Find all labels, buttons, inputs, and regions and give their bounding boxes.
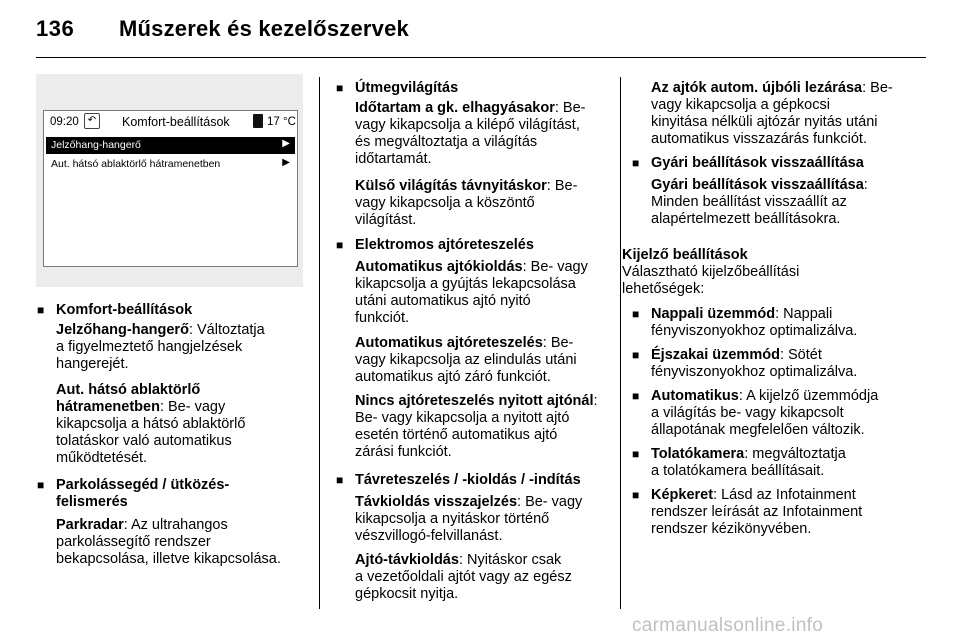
text-line: időtartamát. bbox=[355, 151, 432, 167]
paragraph-unlock-feedback bbox=[355, 494, 582, 545]
text-line: rendszer leírását az Infotainment bbox=[651, 504, 863, 520]
text-line: kikapcsolja a gyújtás lekapcsolása bbox=[355, 276, 576, 292]
screen-menu-item-label: Jelzőhang-hangerő bbox=[51, 139, 141, 151]
bullet-square-icon: ■ bbox=[632, 389, 640, 403]
column-divider-1 bbox=[319, 77, 320, 609]
text-line: : megváltoztatja bbox=[744, 446, 846, 462]
term: Tolatókamera bbox=[651, 446, 745, 462]
text-line: kikapcsolja a nyitáskor történő bbox=[355, 511, 550, 527]
text-line: automatikus ajtó záró funkciót. bbox=[355, 369, 551, 385]
section-heading: Távreteszelés / -kioldás / -indítás bbox=[355, 472, 581, 488]
text-line: : Lásd az Infotainment bbox=[713, 487, 856, 503]
text-line: esetén történő automatikus ajtó bbox=[355, 427, 558, 443]
watermark: carmanualsonline.info bbox=[632, 615, 824, 636]
paragraph-auto-relock bbox=[651, 80, 893, 148]
page-number: 136 bbox=[36, 16, 75, 41]
paragraph-automatic bbox=[651, 388, 878, 439]
paragraph-display-intro bbox=[622, 264, 799, 298]
text-line: : Változtatja bbox=[188, 322, 265, 338]
display-screenshot-figure bbox=[36, 74, 303, 287]
section-heading: Komfort-beállítások bbox=[56, 302, 193, 318]
paragraph-factory-reset bbox=[651, 177, 868, 228]
text-line: : Sötét bbox=[779, 347, 822, 363]
text-line: Minden beállítást visszaállít az bbox=[651, 194, 847, 210]
screen-title: Komfort-beállítások bbox=[122, 115, 230, 129]
bullet-square-icon: ■ bbox=[336, 81, 344, 95]
bullet-square-icon: ■ bbox=[632, 488, 640, 502]
term: Nincs ajtóreteszelés nyitott ajtónál bbox=[355, 393, 594, 409]
text-line: automatikus visszazárás funkciót. bbox=[651, 131, 867, 147]
section-heading: Elektromos ajtóreteszelés bbox=[355, 237, 534, 253]
term: Éjszakai üzemmód bbox=[651, 347, 780, 363]
text-line: hangerejét. bbox=[56, 356, 129, 372]
screen-clock: 09:20 bbox=[50, 116, 79, 128]
screen-menu-item-chime-volume bbox=[46, 137, 295, 154]
list-item-rear-camera bbox=[632, 446, 639, 463]
text-line: rendszer kézikönyvében. bbox=[651, 521, 812, 537]
term: Jelzőhang-hangerő bbox=[56, 322, 189, 338]
paragraph-picture-frame bbox=[651, 487, 862, 538]
term: Távkioldás visszajelzés bbox=[355, 494, 518, 510]
text-line: alapértelmezett beállításokra. bbox=[651, 211, 841, 227]
list-item-picture-frame bbox=[632, 487, 639, 504]
text-line: : Nyitáskor csak bbox=[458, 552, 562, 568]
text-line: a vezetőoldali ajtót vagy az egész bbox=[355, 569, 572, 585]
screen-status-bar bbox=[44, 111, 297, 133]
screen-menu-item-rear-wiper bbox=[46, 156, 295, 173]
text-line: funkciót. bbox=[355, 310, 409, 326]
term: hátramenetben bbox=[56, 399, 160, 415]
paragraph-rear-wiper bbox=[56, 382, 245, 467]
bullet-square-icon: ■ bbox=[632, 307, 640, 321]
text-line: : Be- bbox=[554, 100, 586, 116]
text-line: : Be- bbox=[862, 80, 893, 96]
term: Ajtó-távkioldás bbox=[355, 552, 459, 568]
paragraph-remote-door-unlock bbox=[355, 552, 572, 603]
text-line: vagy kikapcsolja a köszöntő bbox=[355, 195, 535, 211]
chevron-right-icon: ▶ bbox=[282, 157, 290, 168]
column-divider-2 bbox=[620, 77, 621, 609]
paragraph-night-mode bbox=[651, 347, 857, 381]
term: Képkeret bbox=[651, 487, 714, 503]
text-line: : Be- vagy bbox=[522, 259, 588, 275]
paragraph-open-door-lockout bbox=[355, 393, 598, 461]
page-title: Műszerek és kezelőszervek bbox=[119, 16, 409, 41]
term: Időtartam a gk. elhagyásakor bbox=[355, 100, 555, 116]
text-line: a világítás be- vagy kikapcsolt bbox=[651, 405, 844, 421]
text-line: a figyelmeztető hangjelzések bbox=[56, 339, 243, 355]
text-line: fényviszonyokhoz optimalizálva. bbox=[651, 364, 858, 380]
text-line: : bbox=[593, 393, 598, 409]
header-divider bbox=[36, 57, 926, 58]
bullet-square-icon: ■ bbox=[37, 478, 45, 492]
text-line: Választható kijelzőbeállítási bbox=[622, 264, 800, 280]
page-header bbox=[0, 0, 960, 62]
text-line: vészvillogó-felvillanást. bbox=[355, 528, 503, 544]
text-line: : Be- bbox=[546, 178, 578, 194]
text-line: : A kijelző üzemmódja bbox=[738, 388, 879, 404]
paragraph-day-mode bbox=[651, 306, 857, 340]
term: Külső világítás távnyitáskor bbox=[355, 178, 547, 194]
term: Automatikus ajtóreteszelés bbox=[355, 335, 543, 351]
section-heading: Parkolássegéd / ütközés- bbox=[56, 477, 230, 493]
screen-menu-item-label: Aut. hátsó ablaktörlő hátramenetben bbox=[51, 158, 221, 170]
text-line: Be- vagy kikapcsolja a nyitott ajtó bbox=[355, 410, 570, 426]
paragraph-chime-volume bbox=[56, 322, 265, 373]
text-line: vagy kikapcsolja az elindulás utáni bbox=[355, 352, 577, 368]
chevron-right-icon: ▶ bbox=[282, 138, 290, 149]
term: Az ajtók autom. újbóli lezárása bbox=[651, 80, 863, 96]
bullet-square-icon: ■ bbox=[632, 447, 640, 461]
text-line: kikapcsolja a hátsó ablaktörlő bbox=[56, 416, 246, 432]
paragraph-park-radar bbox=[56, 517, 281, 568]
section-heading-continued: felismerés bbox=[56, 494, 128, 510]
text-line: utáni automatikus ajtó nyitó bbox=[355, 293, 531, 309]
display-screen bbox=[43, 110, 298, 267]
text-line: vagy kikapcsolja a gépkocsi bbox=[651, 97, 830, 113]
screen-temperature: 17 °C bbox=[267, 116, 296, 128]
bullet-square-icon: ■ bbox=[336, 238, 344, 252]
phone-icon bbox=[253, 114, 263, 128]
term: Aut. hátsó ablaktörlő bbox=[56, 382, 201, 398]
paragraph-exit-lighting bbox=[355, 100, 585, 168]
text-line: : Be- vagy bbox=[159, 399, 226, 415]
section-heading-display-settings: Kijelző beállítások bbox=[622, 247, 748, 263]
text-line: működtetését. bbox=[56, 450, 148, 466]
text-line: állapotának megfelelően változik. bbox=[651, 422, 865, 438]
text-line: : Be- vagy bbox=[517, 494, 583, 510]
text-line: a tolatókamera beállításait. bbox=[651, 463, 825, 479]
bullet-square-icon: ■ bbox=[37, 303, 45, 317]
section-heading: Útmegvilágítás bbox=[355, 80, 459, 96]
term: Parkradar bbox=[56, 517, 124, 533]
text-line: bekapcsolása, illetve kikapcsolása. bbox=[56, 551, 281, 567]
text-line: világítást. bbox=[355, 212, 417, 228]
list-item-night-mode bbox=[632, 347, 639, 364]
section-heading: Gyári beállítások visszaállítása bbox=[651, 155, 864, 171]
term: Nappali üzemmód bbox=[651, 306, 776, 322]
list-item-automatic bbox=[632, 388, 639, 405]
list-item-day-mode bbox=[632, 306, 639, 323]
paragraph-auto-lock bbox=[355, 335, 577, 386]
text-line: és megváltoztatja a világítás bbox=[355, 134, 538, 150]
paragraph-rear-camera bbox=[651, 446, 846, 480]
text-line: gépkocsit nyitja. bbox=[355, 586, 459, 602]
bullet-square-icon: ■ bbox=[336, 473, 344, 487]
back-icon: ↶ bbox=[84, 113, 100, 129]
text-line: : Nappali bbox=[775, 306, 833, 322]
bullet-square-icon: ■ bbox=[632, 348, 640, 362]
term: Gyári beállítások visszaállítása bbox=[651, 177, 864, 193]
text-line: kinyitása nélküli ajtózár nyitás utáni bbox=[651, 114, 878, 130]
text-line: tolatáskor való automatikus bbox=[56, 433, 232, 449]
text-line: zárási funkciót. bbox=[355, 444, 452, 460]
text-line: : Az ultrahangos bbox=[123, 517, 228, 533]
text-line: : Be- bbox=[542, 335, 574, 351]
term: Automatikus bbox=[651, 388, 739, 404]
text-line: parkolássegítő rendszer bbox=[56, 534, 211, 550]
term: Automatikus ajtókioldás bbox=[355, 259, 523, 275]
paragraph-auto-unlock bbox=[355, 259, 588, 327]
bullet-square-icon: ■ bbox=[632, 156, 640, 170]
paragraph-remote-lighting bbox=[355, 178, 577, 229]
text-line: fényviszonyokhoz optimalizálva. bbox=[651, 323, 858, 339]
text-line: : bbox=[863, 177, 868, 193]
text-line: lehetőségek: bbox=[622, 281, 705, 297]
text-line: vagy kikapcsolja a kilépő világítást, bbox=[355, 117, 580, 133]
